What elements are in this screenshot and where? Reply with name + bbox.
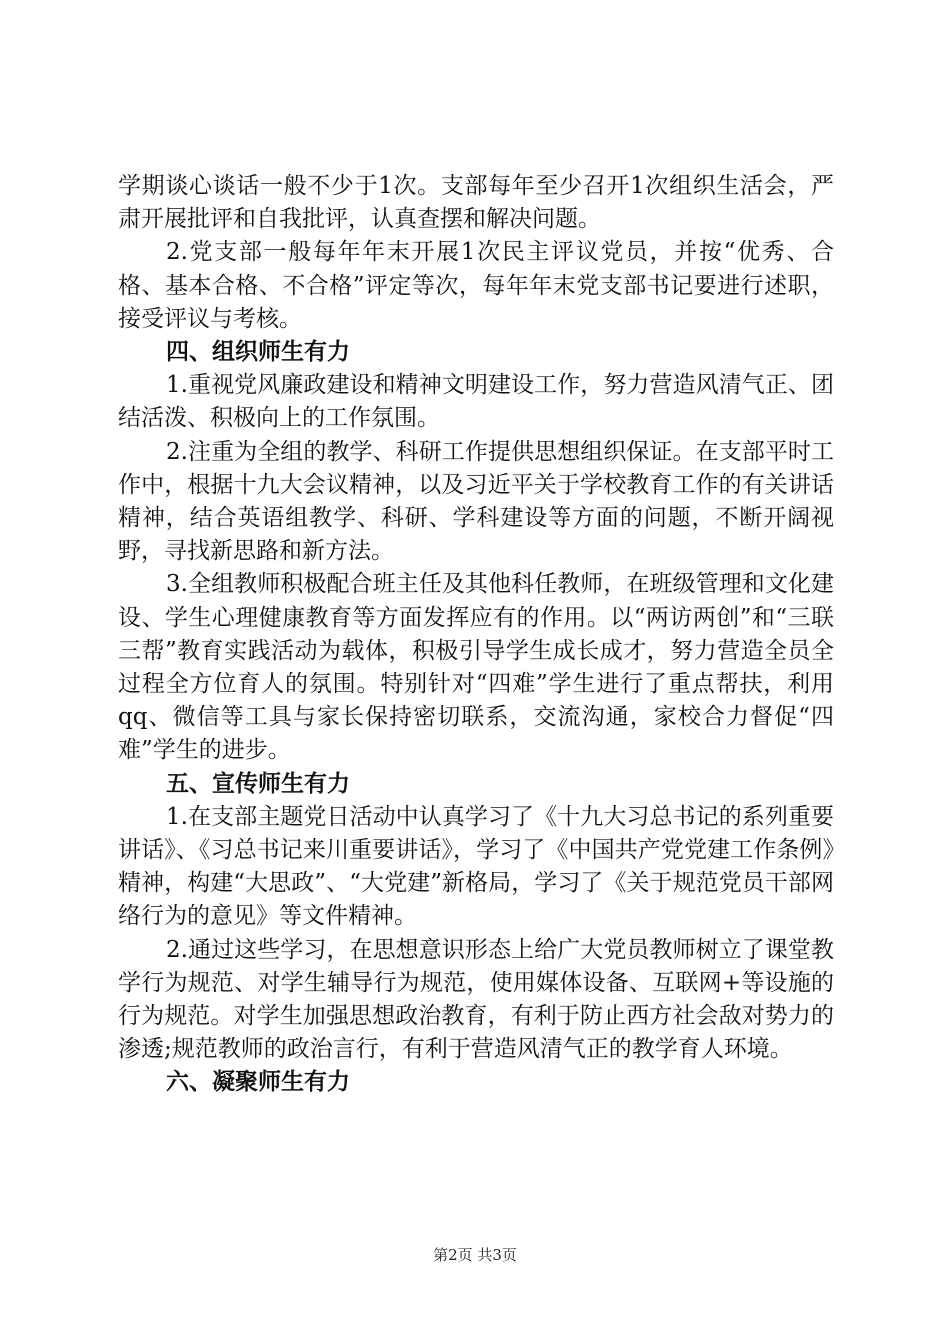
section-heading: 六、凝聚师生有力 [166, 1069, 350, 1096]
paragraph: 2.通过这些学习，在思想意识形态上给广大党员教师树立了课堂教学行为规范、对学生辅导行为规范，使用媒体设备、互联网+等设施的行为规范。对学生加强思想政治教育，有利于防止西方社会敌对势力的渗透;规范教师的政治言行，有利于营造风清气正的教学育人环境。 [118, 936, 834, 1063]
paragraph: 3.全组教师积极配合班主任及其他科任教师，在班级管理和文化建设、学生心理健康教育等方面发挥应有的作用。以“两访两创”和“三联三帮”教育实践活动为载体，积极引导学生成长成才，努力营造全员全过程全方位育人的氛围。特别针对“四难”学生进行了重点帮扶，利用qq、微信等工具与家长保持密切联系，交流沟通，家校合力督促“四难”学生的进步。 [118, 571, 834, 764]
paragraph: 2.注重为全组的教学、科研工作提供思想组织保证。在支部平时工作中，根据十九大会议精神，以及习近平关于学校教育工作的有关讲话精神，结合英语组教学、科研、学科建设等方面的问题，不断开阔视野，寻找新思路和新方法。 [118, 438, 834, 565]
paragraph: 2.党支部一般每年年末开展1次民主评议党员，并按“优秀、合格、基本合格、不合格”评定等次，每年年末党支部书记要进行述职，接受评议与考核。 [118, 239, 834, 332]
section-heading: 五、宣传师生有力 [166, 770, 350, 797]
page-footer: 第2页 共3页 [433, 1246, 517, 1264]
document-body [118, 170, 834, 1100]
paragraph: 学期谈心谈话一般不少于1次。支部每年至少召开1次组织生活会，严肃开展批评和自我批评，认真查摆和解决问题。 [118, 173, 834, 233]
paragraph: 1.在支部主题党日活动中认真学习了《十九大习总书记的系列重要讲话》、《习总书记来川重要讲话》，学习了《中国共产党党建工作条例》精神，构建“大思政”、“大党建”新格局，学习了《关于规范党员干部网络行为的意见》等文件精神。 [118, 803, 834, 930]
section-heading: 四、组织师生有力 [166, 339, 350, 366]
paragraph: 1.重视党风廉政建设和精神文明建设工作，努力营造风清气正、团结活泼、积极向上的工作氛围。 [118, 372, 834, 432]
